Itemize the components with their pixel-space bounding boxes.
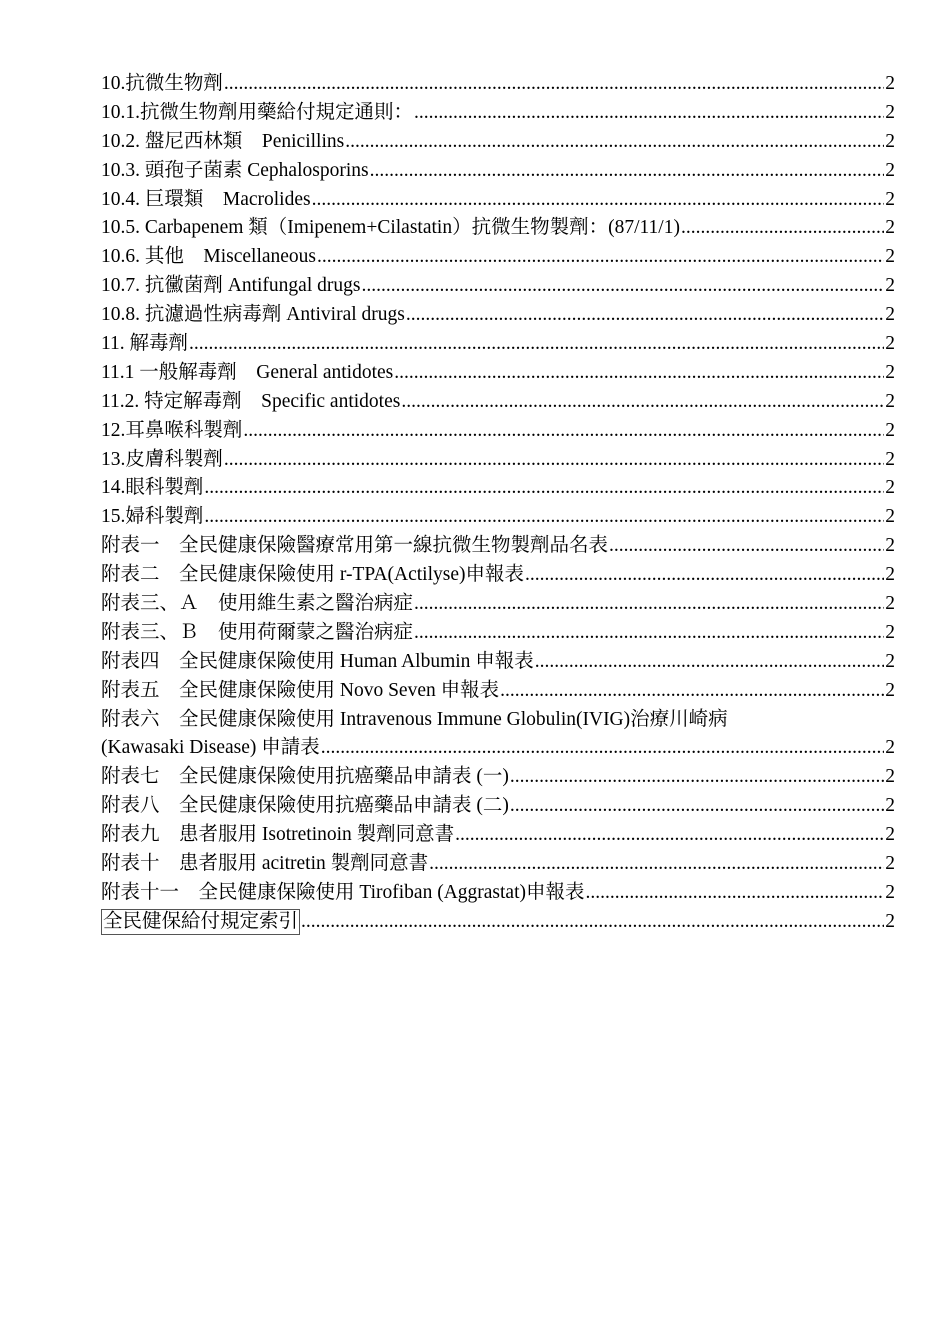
toc-page-number: 2 — [885, 275, 895, 297]
toc-entry-title: 附表九 患者服用 Isotretinoin 製劑同意書 — [101, 824, 455, 846]
toc-leader-dots — [317, 243, 884, 272]
toc-entry-title: 12.耳鼻喉科製劑 — [101, 419, 243, 441]
toc-page-number: 2 — [885, 159, 895, 181]
toc-entry[interactable] — [101, 157, 895, 186]
toc-entry-title: 10.8. 抗濾過性病毒劑 Antiviral drugs — [101, 304, 405, 326]
toc-page-number: 2 — [885, 246, 895, 268]
toc-entry-title: 10.3. 頭孢子菌素 Cephalosporins — [101, 159, 369, 181]
toc-entry-index[interactable] — [101, 908, 895, 937]
toc-entry[interactable] — [101, 532, 895, 561]
toc-leader-dots — [301, 908, 884, 937]
toc-leader-dots — [370, 157, 885, 186]
toc-entry[interactable] — [101, 330, 895, 359]
toc-entry[interactable] — [101, 821, 895, 850]
toc-entry-title: 11.1 一般解毒劑 General antidotes — [101, 361, 394, 383]
toc-entry-title: 10.5. Carbapenem 類（Imipenem+Cilastatin）抗微生物製劑：(87/11/1) — [101, 217, 680, 239]
toc-entry[interactable] — [101, 763, 895, 792]
toc-leader-dots — [609, 532, 884, 561]
toc-leader-dots — [312, 186, 885, 215]
toc-entry-title: 附表十一 全民健康保險使用 Tirofiban (Aggrastat)申報表 — [101, 881, 585, 903]
toc-leader-dots — [394, 359, 884, 388]
toc-page-number: 2 — [885, 881, 895, 903]
toc-page-number: 2 — [885, 361, 895, 383]
toc-entry-title: 附表三、Ａ 使用維生素之醫治病症 — [101, 593, 414, 615]
toc-leader-dots — [414, 590, 884, 619]
toc-page-number: 2 — [885, 824, 895, 846]
toc-page-number: 2 — [885, 679, 895, 701]
toc-leader-dots — [681, 214, 884, 243]
toc-entry-title: 10.抗微生物劑 — [101, 73, 223, 94]
toc-leader-dots — [455, 821, 884, 850]
toc-entry-title: 10.2. 盤尼西林類 Penicillins — [101, 130, 345, 152]
toc-leader-dots — [321, 734, 884, 763]
toc-entry[interactable] — [101, 272, 895, 301]
toc-entry-title: 10.7. 抗黴菌劑 Antifungal drugs — [101, 275, 361, 297]
toc-entry[interactable] — [101, 850, 895, 879]
toc-entry[interactable] — [101, 70, 895, 99]
toc-leader-dots — [525, 561, 884, 590]
toc-entry-title: 附表二 全民健康保險使用 r-TPA(Actilyse)申報表 — [101, 564, 524, 586]
toc-entry-title: 附表三、Ｂ 使用荷爾蒙之醫治病症 — [101, 621, 414, 643]
toc-page-number: 2 — [885, 390, 895, 412]
table-of-contents — [101, 70, 895, 937]
toc-page-number: 2 — [885, 650, 895, 672]
toc-entry[interactable] — [101, 648, 895, 677]
toc-page-number: 2 — [885, 130, 895, 152]
toc-page-number: 2 — [885, 101, 895, 123]
toc-leader-dots — [224, 70, 884, 99]
toc-entry-multiline[interactable] — [101, 706, 895, 764]
toc-entry[interactable] — [101, 301, 895, 330]
toc-page-number: 2 — [885, 593, 895, 615]
index-link-title[interactable]: 全民健保給付規定索引 — [101, 909, 300, 935]
toc-leader-dots — [345, 128, 884, 157]
toc-page-number: 2 — [885, 73, 895, 94]
toc-page-number: 2 — [885, 766, 895, 788]
toc-page-number: 2 — [885, 419, 895, 441]
toc-page-number: 2 — [885, 217, 895, 239]
toc-entry[interactable] — [101, 879, 895, 908]
toc-entry-title: 10.6. 其他 Miscellaneous — [101, 246, 317, 268]
toc-page-number: 2 — [885, 737, 895, 759]
toc-entry[interactable] — [101, 243, 895, 272]
toc-leader-dots — [224, 446, 884, 475]
toc-entry-title: 附表一 全民健康保險醫療常用第一線抗微生物製劑品名表 — [101, 535, 609, 557]
toc-entry-title-line1: 附表六 全民健康保險使用 Intravenous Immune Globulin(IVIG)治療川崎病 — [101, 708, 728, 730]
toc-leader-dots — [586, 879, 885, 908]
toc-leader-dots — [189, 330, 884, 359]
toc-entry-title: 10.4. 巨環類 Macrolides — [101, 188, 311, 210]
toc-leader-dots — [243, 417, 884, 446]
toc-entry-title: 附表八 全民健康保險使用抗癌藥品申請表 (二) — [101, 795, 509, 817]
toc-leader-dots — [414, 99, 884, 128]
toc-entry[interactable] — [101, 503, 895, 532]
toc-entry[interactable] — [101, 417, 895, 446]
toc-leader-dots — [414, 619, 884, 648]
toc-page-number: 2 — [885, 564, 895, 586]
toc-entry[interactable] — [101, 214, 895, 243]
toc-page-number: 2 — [885, 188, 895, 210]
toc-entry-title: 附表五 全民健康保險使用 Novo Seven 申報表 — [101, 679, 500, 701]
toc-entry[interactable] — [101, 359, 895, 388]
toc-entry[interactable] — [101, 590, 895, 619]
toc-leader-dots — [361, 272, 884, 301]
toc-entry[interactable] — [101, 99, 895, 128]
toc-entry[interactable] — [101, 474, 895, 503]
toc-entry-title-line2: (Kawasaki Disease) 申請表 — [101, 737, 320, 759]
toc-entry-title: 附表七 全民健康保險使用抗癌藥品申請表 (一) — [101, 766, 509, 788]
toc-leader-dots — [204, 503, 884, 532]
toc-page-number: 2 — [885, 333, 895, 355]
toc-leader-dots — [535, 648, 884, 677]
toc-entry-title: 14.眼科製劑 — [101, 477, 204, 499]
toc-entry-title: 11. 解毒劑 — [101, 333, 189, 355]
toc-entry[interactable] — [101, 792, 895, 821]
toc-entry[interactable] — [101, 561, 895, 590]
toc-page-number: 2 — [885, 304, 895, 326]
toc-entry[interactable] — [101, 186, 895, 215]
toc-entry-title: 15.婦科製劑 — [101, 506, 204, 528]
toc-entry[interactable] — [101, 677, 895, 706]
toc-entry-title: 13.皮膚科製劑 — [101, 448, 223, 470]
toc-leader-dots — [510, 763, 884, 792]
toc-entry-second-line — [101, 734, 895, 763]
toc-page-number: 2 — [885, 910, 895, 932]
toc-entry[interactable] — [101, 619, 895, 648]
toc-leader-dots — [510, 792, 884, 821]
toc-entry[interactable] — [101, 446, 895, 475]
toc-leader-dots — [500, 677, 884, 706]
toc-entry-title: 附表十 患者服用 acitretin 製劑同意書 — [101, 853, 429, 875]
toc-page-number: 2 — [885, 448, 895, 470]
toc-page-number: 2 — [885, 621, 895, 643]
toc-leader-dots — [401, 388, 884, 417]
toc-page-number: 2 — [885, 477, 895, 499]
toc-leader-dots — [204, 474, 884, 503]
toc-entry-title: 附表四 全民健康保險使用 Human Albumin 申報表 — [101, 650, 534, 672]
toc-entry-title: 10.1.抗微生物劑用藥給付規定通則： — [101, 101, 414, 123]
toc-entry-title: 11.2. 特定解毒劑 Specific antidotes — [101, 390, 401, 412]
toc-page-number: 2 — [885, 795, 895, 817]
toc-leader-dots — [429, 850, 884, 879]
toc-page-number: 2 — [885, 506, 895, 528]
toc-entry[interactable] — [101, 388, 895, 417]
toc-page-number: 2 — [885, 853, 895, 875]
toc-leader-dots — [406, 301, 884, 330]
toc-entry[interactable] — [101, 128, 895, 157]
toc-page-number: 2 — [885, 535, 895, 557]
